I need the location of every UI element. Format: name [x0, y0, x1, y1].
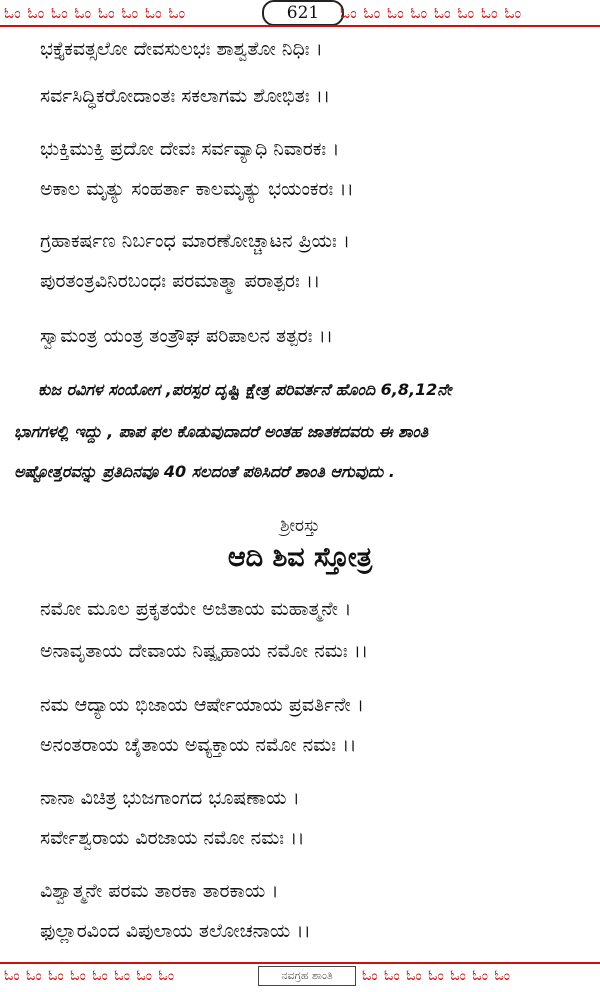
page-number: 621: [262, 0, 344, 26]
blessing-text: ಶ್ರೀರಸ್ತು: [280, 516, 320, 536]
verse-line: ಸ್ವಾಮಂತ್ರ ಯಂತ್ರ ತಂತ್ರೌಘ ಪರಿಪಾಲನ ತತ್ಪರಃ ।।: [40, 325, 333, 347]
header-om-border-left: ಓಂ ಓಂ ಓಂ ಓಂ ಓಂ ಓಂ ಓಂ ಓಂ: [4, 4, 187, 22]
page-footer: [0, 962, 600, 992]
verse-line: ಅಕಾಲ ಮೃತ್ಯು ಸಂಹರ್ತಾ ಕಾಲಮೃತ್ಯು ಭಯಂಕರಃ ।।: [40, 178, 354, 200]
verse-line: ಅನಂತರಾಯ ಚೈತಾಯ ಅವ್ಯಕ್ತಾಯ ನಮೋ ನಮಃ ।।: [40, 734, 357, 756]
page-header: [0, 0, 600, 28]
verse-line: ಭಕ್ತೈಕವತ್ಸಲೋ ದೇವಸುಲಭಃ ಶಾಶ್ವತೋ ನಿಧಿಃ ।: [40, 38, 323, 60]
verse-line: ಅನಾವೃತಾಯ ದೇವಾಯ ನಿಷ್ಪೃಹಾಯ ನಮೋ ನಮಃ ।।: [40, 640, 369, 662]
header-rule: [0, 25, 600, 27]
section-title: ಆದಿ ಶಿವ ಸ್ತೋತ್ರ: [227, 542, 373, 573]
footer-book-title: ನವಗ್ರಹ ಶಾಂತಿ: [258, 966, 356, 986]
footer-om-border-left: ಓಂ ಓಂ ಓಂ ಓಂ ಓಂ ಓಂ ಓಂ ಓಂ: [4, 968, 176, 984]
instruction-line: ಅಷ್ಟೋತ್ತರವನ್ನು ಪ್ರತಿದಿನವೂ 40 ಸಲದಂತೆ ಪಠಿಸಿದರೆ ಶಾಂತಿ ಆಗುವುದು .: [14, 462, 395, 481]
verse-line: ನಾನಾ ವಿಚಿತ್ರ ಭುಜಗಾಂಗದ ಭೂಷಣಾಯ ।: [40, 787, 300, 809]
instruction-line: ಭಾಗಗಳಲ್ಲಿ ಇದ್ದು , ಪಾಪ ಫಲ ಕೊಡುವುದಾದರೆ ಅಂತಹ ಜಾತಕದವರು ಈ ಶಾಂತಿ: [14, 422, 429, 441]
instruction-line: ಕುಜ ರವಿಗಳ ಸಂಯೋಗ ,ಪರಸ್ಪರ ದೃಷ್ಟಿ ಕ್ಷೇತ್ರ ಪರಿವರ್ತನೆ ಹೊಂದಿ 6,8,12ನೇ: [38, 380, 452, 399]
header-om-border-right: ಓಂ ಓಂ ಓಂ ಓಂ ಓಂ ಓಂ ಓಂ ಓಂ: [340, 4, 523, 22]
verse-line: ಸರ್ವೇಶ್ವರಾಯ ವಿರಜಾಯ ನಮೋ ನಮಃ ।।: [40, 827, 305, 849]
footer-om-border-right: ಓಂ ಓಂ ಓಂ ಓಂ ಓಂ ಓಂ ಓಂ: [362, 968, 511, 984]
verse-line: ಪುರತಂತ್ರವಿನಿರಬಂಧಃ ಪರಮಾತ್ಮಾ ಪರಾತ್ಪರಃ ।।: [40, 270, 321, 292]
verse-line: ನಮ ಆದ್ಯಾಯ ಭಿಜಾಯ ಆರ್ಷೇಯಾಯ ಪ್ರವರ್ತಿನೇ ।: [40, 694, 364, 716]
verse-line: ಭುಕ್ತಿಮುಕ್ತಿ ಪ್ರದೋ ದೇವಃ ಸರ್ವವ್ಯಾಧಿ ನಿವಾರಕಃ ।: [40, 138, 340, 160]
verse-line: ವಿಶ್ವಾತ್ಮನೇ ಪರಮ ತಾರಕಾ ತಾರಕಾಯ ।: [40, 880, 279, 902]
verse-line: ಗ್ರಹಾಕರ್ಷಣ ನಿರ್ಬಂಧ ಮಾರಣೋಚ್ಚಾಟನ ಪ್ರಿಯಃ ।: [40, 230, 350, 252]
verse-line: ನಮೋ ಮೂಲ ಪ್ರಕೃತಯೇ ಅಜಿತಾಯ ಮಹಾತ್ಮನೇ ।: [40, 598, 352, 620]
verse-line: ಸರ್ವಸಿದ್ಧಿಕರೋದಾಂತಃ ಸಕಲಾಗಮ ಶೋಭಿತಃ ।।: [40, 85, 331, 107]
verse-line: ಫುಲ್ಲಾರವಿಂದ ವಿಪುಲಾಯ ತಲೋಚನಾಯ ।।: [40, 920, 311, 942]
